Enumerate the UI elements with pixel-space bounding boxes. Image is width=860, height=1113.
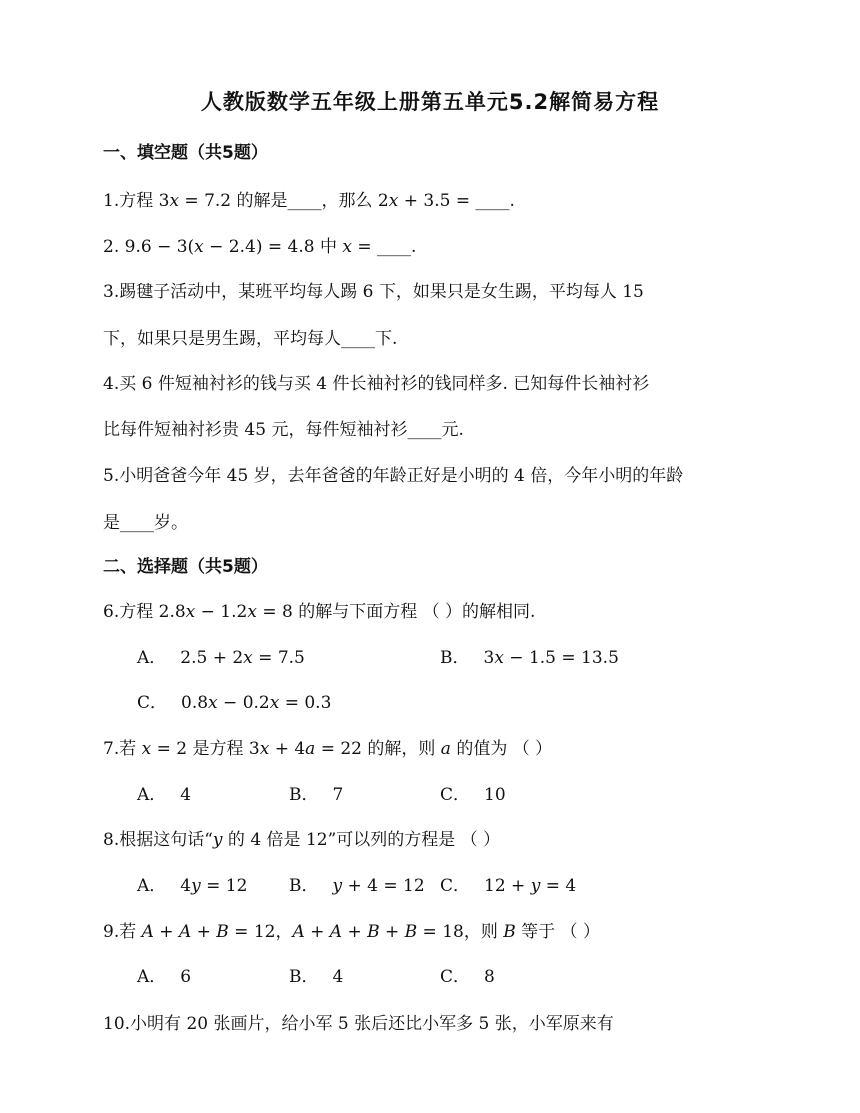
option-value: 0.8𝑥 − 0.2𝑥 = 0.3 [181,693,332,713]
option-value: 6 [180,967,192,987]
question-5-line-1: 5.小明爸爸今年 45 岁，去年爸爸的年龄正好是小明的 4 倍，今年小明的年龄 [103,466,684,486]
question-6: 6.方程 2.8𝑥 − 1.2𝑥 = 8 的解与下面方程 （ ）的解相同. [103,602,536,622]
question-2: 2. 9.6 − 3(𝑥 − 2.4) = 4.8 中 𝑥 = ____. [103,237,417,257]
option-letter: B． [289,967,319,987]
option-value: 7 [332,785,344,805]
question-3-line-1: 3.踢毽子活动中，某班平均每人踢 6 下，如果只是女生踢，平均每人 15 [103,282,644,302]
question-8-option-b [289,871,425,896]
option-value: 4 [180,785,192,805]
option-value: 8 [484,967,495,987]
question-5-line-2: 是____岁。 [103,513,188,533]
option-value: 4𝑦 = 12 [180,876,248,896]
question-8: 8.根据这句话“𝑦 的 4 倍是 12”可以列的方程是 （ ） [103,830,501,850]
question-7-option-c [440,780,506,805]
option-letter: C． [440,876,471,896]
option-value: 𝑦 + 4 = 12 [332,876,425,896]
option-letter: A． [137,785,167,805]
option-letter: A． [137,876,167,896]
question-9-option-a [137,962,191,987]
section-heading-fill-blank: 一、填空题（共5题） [103,143,268,163]
question-9: 9.若 𝐴 + 𝐴 + 𝐵 = 12，𝐴 + 𝐴 + 𝐵 + 𝐵 = 18，则 𝐵 等于 （ ） [103,922,600,942]
question-10: 10.小明有 20 张画片，给小军 5 张后还比小军多 5 张，小军原来有 [103,1014,614,1034]
option-value: 10 [484,785,506,805]
option-letter: B． [289,785,319,805]
option-value: 4 [332,967,344,987]
question-3-line-2: 下，如果只是男生踢，平均每人____下. [103,329,398,349]
option-value: 3𝑥 − 1.5 = 13.5 [483,648,619,668]
question-7-option-a [137,780,191,805]
question-4-line-1: 4.买 6 件短袖衬衫的钱与买 4 件长袖衬衫的钱同样多. 已知每件长袖衬衫 [103,374,650,394]
question-9-option-c [440,962,495,987]
question-6-option-c [137,688,331,713]
option-letter: B． [289,876,319,896]
option-letter: B． [440,648,470,668]
option-letter: A． [137,967,167,987]
option-value: 2.5 + 2𝑥 = 7.5 [180,648,305,668]
option-letter: A． [137,648,167,668]
question-1: 1.方程 3𝑥 = 7.2 的解是____，那么 2𝑥 + 3.5 = ____. [103,191,515,211]
question-7: 7.若 𝑥 = 2 是方程 3𝑥 + 4𝑎 = 22 的解，则 𝑎 的值为 （ ） [103,739,553,759]
question-9-option-b [289,962,343,987]
option-letter: C． [440,967,471,987]
question-8-option-a [137,871,247,896]
option-value: 12 + 𝑦 = 4 [484,876,577,896]
page-title: 人教版数学五年级上册第五单元5.2解简易方程 [200,90,660,114]
question-6-option-a [137,643,305,668]
question-8-option-c [440,871,576,896]
question-7-option-b [289,780,343,805]
question-4-line-2: 比每件短袖衬衫贵 45 元，每件短袖衬衫____元. [103,420,464,440]
question-6-option-b [440,643,619,668]
option-letter: C． [137,693,168,713]
section-heading-multiple-choice: 二、选择题（共5题） [103,557,268,577]
option-letter: C． [440,785,471,805]
